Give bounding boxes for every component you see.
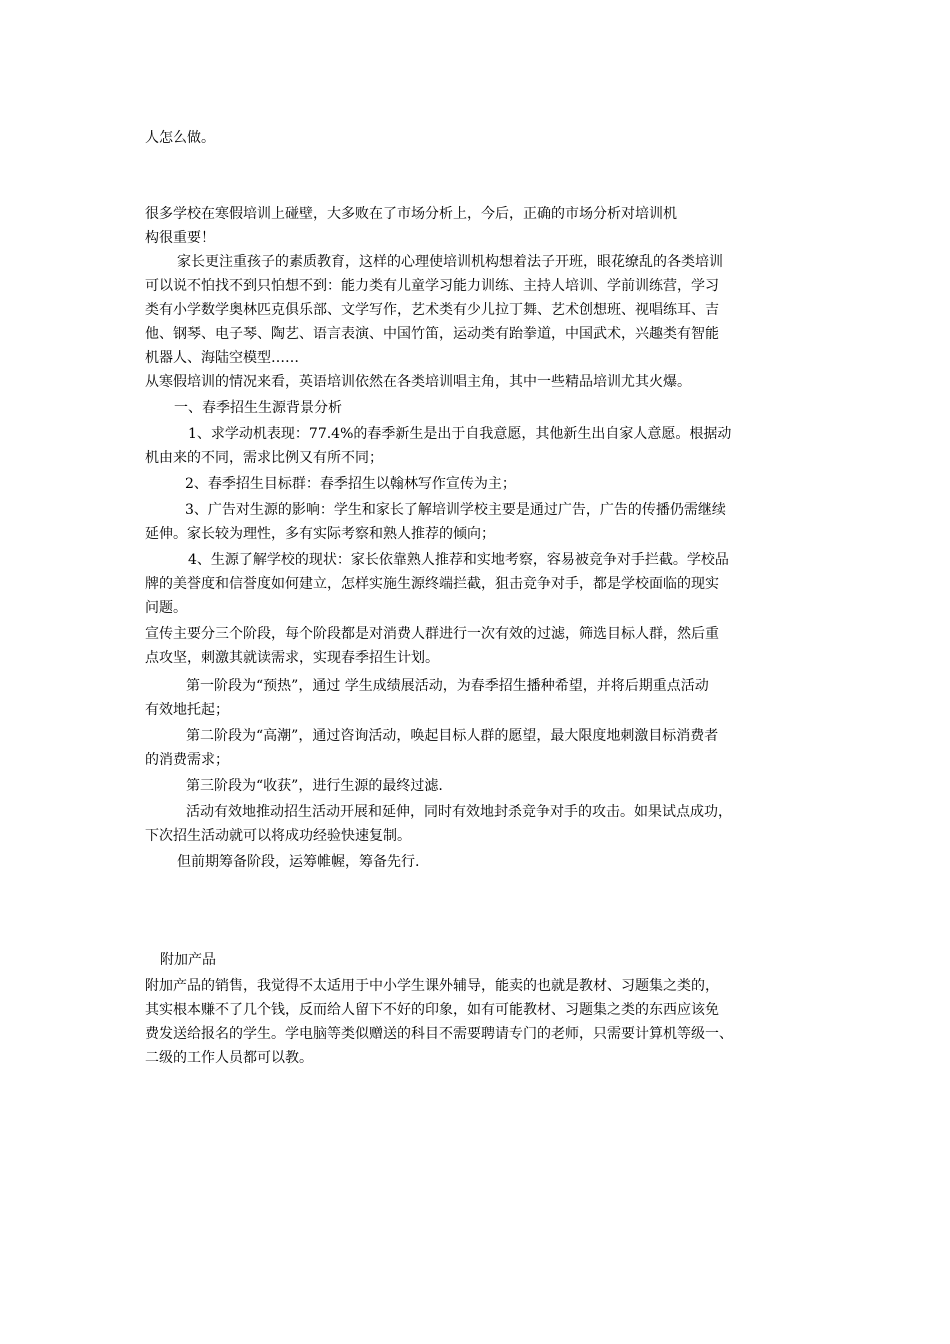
paragraph-line: 但前期筹备阶段，运筹帷幄，筹备先行. [177, 854, 420, 870]
paragraph-line: 第三阶段为“收获”，进行生源的最终过滤. [186, 778, 443, 794]
paragraph-line: 其实根本赚不了几个钱，反而给人留下不好的印象，如有可能教材、习题集之类的东西应该免 [145, 1002, 719, 1018]
paragraph-line: 3、广告对生源的影响：学生和家长了解培训学校主要是通过广告，广告的传播仍需继续 [185, 502, 726, 518]
paragraph-line: 机由来的不同，需求比例又有所不同； [145, 450, 383, 466]
paragraph-line: 费发送给报名的学生。学电脑等类似赠送的科目不需要聘请专门的老师，只需要计算机等级一、 [145, 1026, 733, 1042]
paragraph-line: 下次招生活动就可以将成功经验快速复制。 [145, 828, 411, 844]
paragraph-line: 很多学校在寒假培训上碰壁，大多败在了市场分析上，今后，正确的市场分析对培训机 [145, 206, 677, 222]
paragraph-line: 1、求学动机表现：77.4%的春季新生是出于自我意愿，其他新生出自家人意愿。根据动 [188, 426, 732, 442]
paragraph-line: 第一阶段为“预热”，通过 学生成绩展活动，为春季招生播种希望，并将后期重点活动 [186, 678, 709, 694]
section-heading: 一、春季招生生源背景分析 [174, 400, 342, 416]
paragraph-line: 延伸。家长较为理性，多有实际考察和熟人推荐的倾向； [145, 526, 495, 542]
paragraph-line: 人怎么做。 [145, 130, 215, 146]
paragraph-line: 2、春季招生目标群：春季招生以翰林写作宣传为主； [185, 476, 516, 492]
paragraph-line: 二级的工作人员都可以教。 [145, 1050, 313, 1066]
paragraph-line: 可以说不怕找不到只怕想不到：能力类有儿童学习能力训练、主持人培训、学前训练营，学习 [145, 278, 719, 294]
paragraph-line: 的消费需求； [145, 752, 229, 768]
paragraph-line: 点攻坚，刺激其就读需求，实现春季招生计划。 [145, 650, 439, 666]
paragraph-line: 问题。 [145, 600, 187, 616]
paragraph-line: 他、钢琴、电子琴、陶艺、语言表演、中国竹笛，运动类有跆拳道，中国武术，兴趣类有智能 [145, 326, 719, 342]
paragraph-line: 牌的美誉度和信誉度如何建立，怎样实施生源终端拦截，狙击竞争对手，都是学校面临的现实 [145, 576, 719, 592]
paragraph-line: 宣传主要分三个阶段，每个阶段都是对消费人群进行一次有效的过滤，筛选目标人群，然后重 [145, 626, 719, 642]
paragraph-line: 家长更注重孩子的素质教育，这样的心理使培训机构想着法子开班，眼花缭乱的各类培训 [177, 254, 723, 270]
paragraph-line: 从寒假培训的情况来看，英语培训依然在各类培训唱主角，其中一些精品培训尤其火爆。 [145, 374, 691, 390]
paragraph-line: 类有小学数学奥林匹克俱乐部、文学写作，艺术类有少儿拉丁舞、艺术创想班、视唱练耳、吉 [145, 302, 719, 318]
paragraph-line: 附加产品的销售，我觉得不太适用于中小学生课外辅导，能卖的也就是教材、习题集之类的， [145, 978, 719, 994]
paragraph-line: 第二阶段为“高潮”，通过咨询活动，唤起目标人群的愿望，最大限度地刺激目标消费者 [186, 728, 719, 744]
paragraph-line: 4、生源了解学校的现状：家长依靠熟人推荐和实地考察，容易被竞争对手拦截。学校品 [188, 552, 729, 568]
section-heading: 附加产品 [160, 952, 216, 968]
paragraph-line: 活动有效地推动招生活动开展和延伸，同时有效地封杀竞争对手的攻击。如果试点成功， [186, 804, 732, 820]
paragraph-line: 有效地托起； [145, 702, 229, 718]
paragraph-line: 构很重要！ [145, 230, 215, 246]
paragraph-line: 机器人、海陆空模型…… [145, 350, 299, 366]
